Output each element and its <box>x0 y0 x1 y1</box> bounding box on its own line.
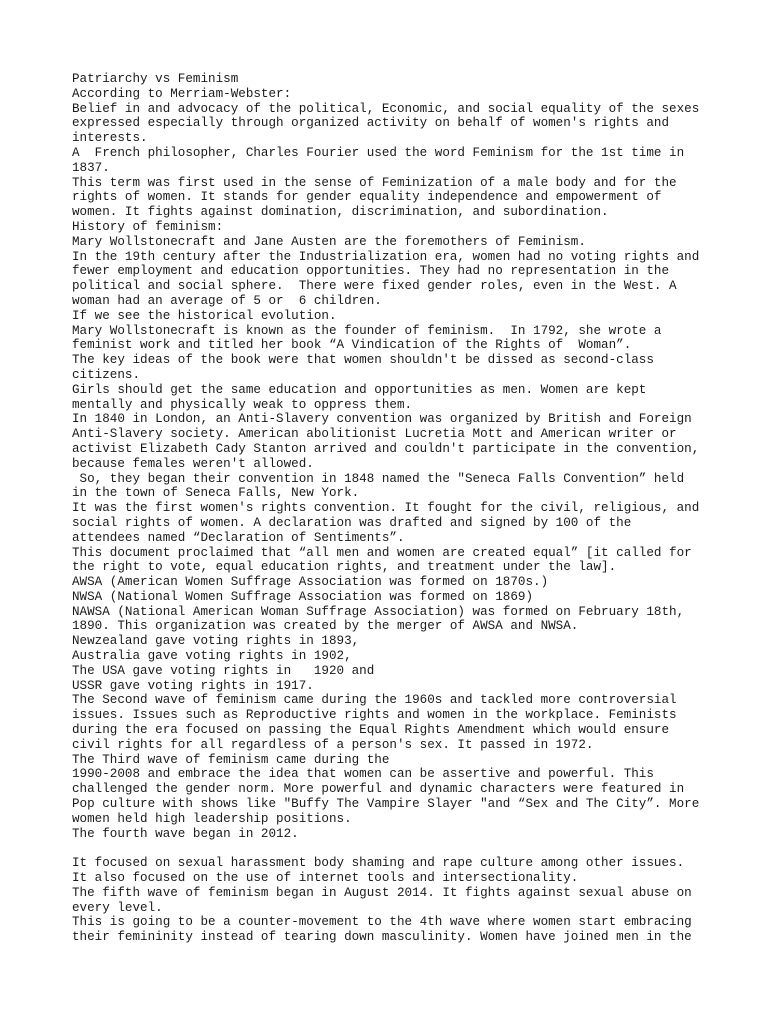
text-line: The fifth wave of feminism began in August 2014. It fights against sexual abuse on <box>72 885 692 900</box>
text-line: In 1840 in London, an Anti-Slavery convention was organized by British and Foreign <box>72 412 692 427</box>
text-line: the right to vote, equal education rights, and treatment under the law]. <box>72 560 617 575</box>
text-line: 1990-2008 and embrace the idea that women can be assertive and powerful. This <box>72 767 654 782</box>
text-line: It focused on sexual harassment body shaming and rape culture among other issues. <box>72 856 685 871</box>
document-body <box>72 72 712 945</box>
text-line: Girls should get the same education and opportunities as men. Women are kept <box>72 382 647 397</box>
text-line: 1890. This organization was created by the merger of AWSA and NWSA. <box>72 619 579 634</box>
text-line: expressed especially through organized activity on behalf of women's rights and <box>72 116 670 131</box>
text-line: So, they began their convention in 1848 named the "Seneca Falls Convention” held <box>72 471 685 486</box>
text-line: activist Elizabeth Cady Stanton arrived and couldn't participate in the convention, <box>72 441 700 456</box>
text-line: The Third wave of feminism came during the <box>72 752 390 767</box>
text-line: The Second wave of feminism came during the 1960s and tackled more controversial <box>72 693 677 708</box>
text-line: rights of women. It stands for gender equality independence and empowerment of <box>72 190 662 205</box>
text-line: citizens. <box>72 367 141 382</box>
text-line: social rights of women. A declaration was drafted and signed by 100 of the <box>72 515 632 530</box>
text-line: feminist work and titled her book “A Vindication of the Rights of Woman”. <box>72 338 632 353</box>
text-line: interests. <box>72 131 148 146</box>
text-line: women held high leadership positions. <box>72 811 352 826</box>
text-line: This document proclaimed that “all men and women are created equal” [it called for <box>72 545 692 560</box>
text-line: It was the first women's rights convention. It fought for the civil, religious, and <box>72 501 700 516</box>
text-line: In the 19th century after the Industrialization era, women had no voting rights and <box>72 249 700 264</box>
text-line: Australia gave voting rights in 1902, <box>72 649 352 664</box>
text-line: issues. Issues such as Reproductive rights and women in the workplace. Feminists <box>72 708 677 723</box>
text-line: According to Merriam-Webster: <box>72 86 292 101</box>
text-line: This is going to be a counter-movement to the 4th wave where women start embracing <box>72 915 692 930</box>
text-line: during the era focused on passing the Equal Rights Amendment which would ensure <box>72 723 670 738</box>
text-line: challenged the gender norm. More powerful and dynamic characters were featured in <box>72 782 685 797</box>
text-line: NAWSA (National American Woman Suffrage Association) was formed on February 18th, <box>72 604 685 619</box>
text-line: The USA gave voting rights in 1920 and <box>72 663 375 678</box>
text-line: AWSA (American Women Suffrage Association was formed on 1870s.) <box>72 575 549 590</box>
text-line: Pop culture with shows like "Buffy The Vampire Slayer "and “Sex and The City”. More <box>72 797 700 812</box>
text-line: Belief in and advocacy of the political, Economic, and social equality of the sexes <box>72 101 700 116</box>
text-line: because females weren't allowed. <box>72 456 314 471</box>
text-line: A French philosopher, Charles Fourier used the word Feminism for the 1st time in <box>72 145 685 160</box>
text-line: Mary Wollstonecraft is known as the founder of feminism. In 1792, she wrote a <box>72 323 662 338</box>
text-line: in the town of Seneca Falls, New York. <box>72 486 360 501</box>
text-line: Patriarchy vs Feminism <box>72 72 239 86</box>
text-line: every level. <box>72 900 163 915</box>
text-line: If we see the historical evolution. <box>72 308 337 323</box>
text-line: Anti-Slavery society. American abolitionist Lucretia Mott and American writer or <box>72 427 677 442</box>
text-line: It also focused on the use of internet tools and intersectionality. <box>72 871 579 886</box>
text-line: fewer employment and education opportunities. They had no representation in the <box>72 264 670 279</box>
text-line <box>72 841 712 856</box>
text-line: The key ideas of the book were that women shouldn't be dissed as second-class <box>72 353 654 368</box>
text-line: Mary Wollstonecraft and Jane Austen are the foremothers of Feminism. <box>72 234 586 249</box>
text-line: USSR gave voting rights in 1917. <box>72 678 314 693</box>
text-line: civil rights for all regardless of a person's sex. It passed in 1972. <box>72 737 594 752</box>
text-line: This term was first used in the sense of Feminization of a male body and for the <box>72 175 677 190</box>
text-line: woman had an average of 5 or 6 children. <box>72 293 382 308</box>
text-line: Newzealand gave voting rights in 1893, <box>72 634 360 649</box>
text-line: History of feminism: <box>72 219 224 234</box>
text-line: political and social sphere. There were fixed gender roles, even in the West. A <box>72 279 677 294</box>
text-line: women. It fights against domination, discrimination, and subordination. <box>72 205 609 220</box>
text-line: The fourth wave began in 2012. <box>72 826 299 841</box>
text-line: NWSA (National Women Suffrage Association was formed on 1869) <box>72 589 534 604</box>
text-line: 1837. <box>72 160 110 175</box>
text-line: attendees named “Declaration of Sentiments”. <box>72 530 405 545</box>
text-line: their femininity instead of tearing down masculinity. Women have joined men in the <box>72 930 692 945</box>
text-line: mentally and physically weak to oppress them. <box>72 397 413 412</box>
